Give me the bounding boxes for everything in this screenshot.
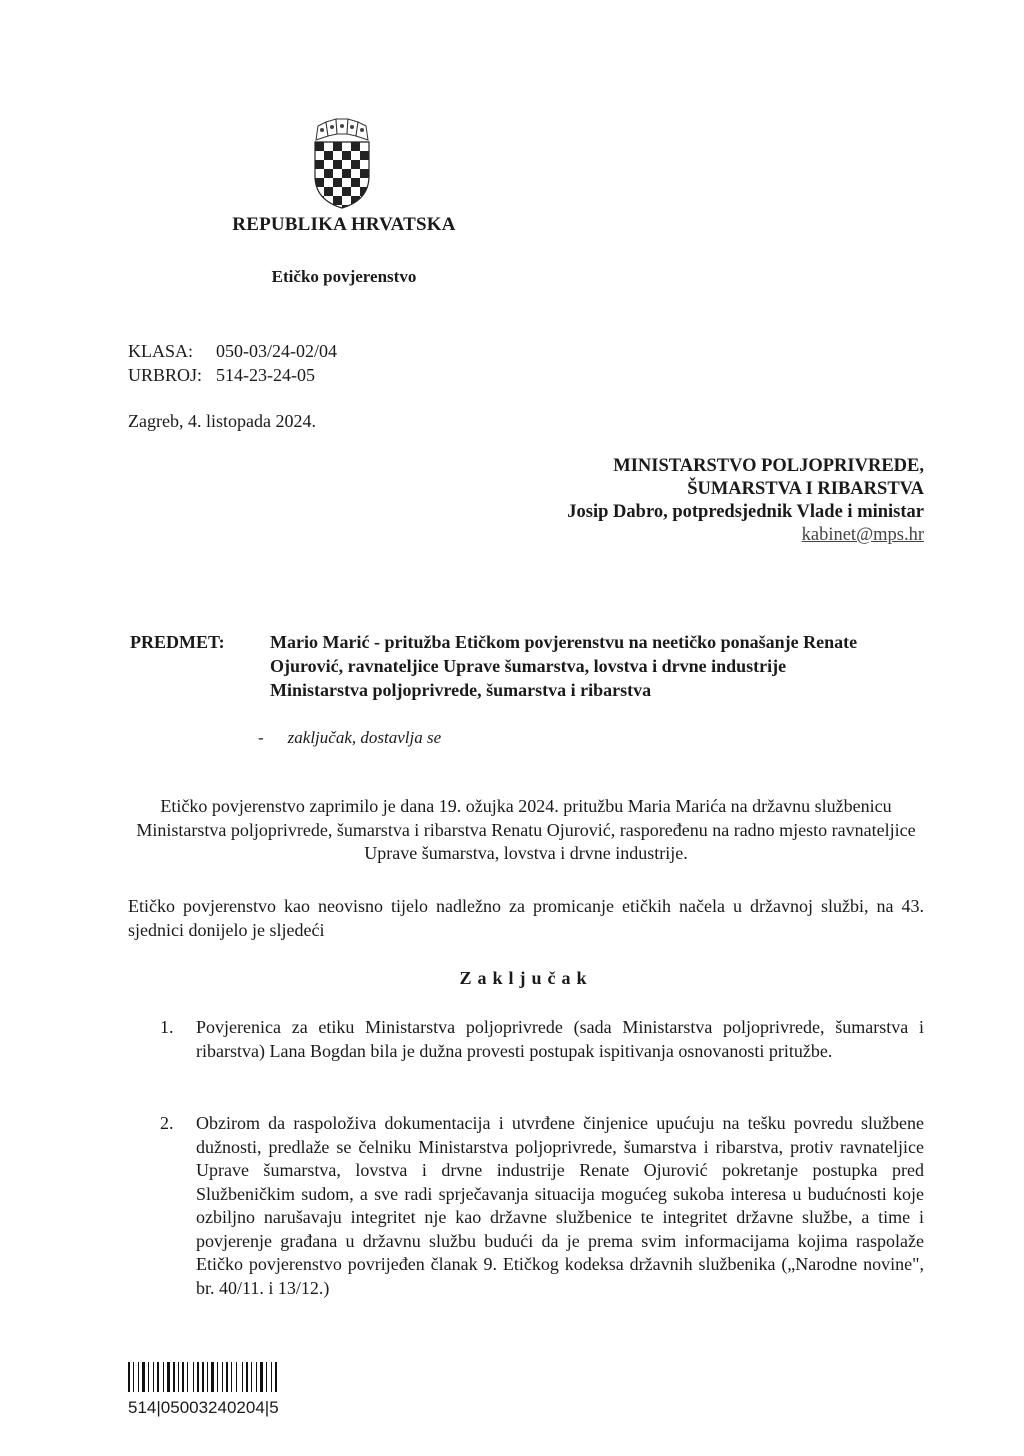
klasa-row [128,341,337,362]
subject-subline [258,728,441,748]
recipient-email-link[interactable]: kabinet@mps.hr [801,525,924,545]
coat-of-arms-icon [312,118,372,210]
item-number: 2. [160,1113,174,1133]
paragraph-2: Etičko povjerenstvo kao neovisno tijelo nadležno za promicanje etičkih načela u državnoj službi, na 43. sjednici donijelo je sljedeći [128,896,924,940]
recipient-line-3: Josip Dabro, potpredsjednik Vlade i ministar [567,502,924,522]
recipient-line-2: ŠUMARSTVA I RIBARSTVA [687,479,924,499]
recipient-block [567,455,924,547]
subject-sub-text: zaključak, dostavlja se [287,728,442,747]
conclusion-heading: Zaključak [459,968,593,988]
barcode-number: 514|05003240204|5 [128,1398,279,1417]
subject-label: PREDMET: [130,632,225,652]
subject-line-1: Mario Marić - pritužba Etičkom povjerenstvu na neetičko ponašanje Renate [270,632,858,652]
item-text: Povjerenica za etiku Ministarstva poljoprivrede (sada Ministarstva poljoprivrede, šumarstva i ribarstva) Lana Bogdan bila je dužna provesti postupak ispitivanja osnovanosti pritužbe. [196,1017,924,1061]
subject-line-2: Ojurović, ravnateljice Uprave šumarstva, lovstva i drvne industrije [270,656,787,676]
urbroj-value: 514-23-24-05 [216,365,315,385]
recipient-line-1: MINISTARSTVO POLJOPRIVREDE, [613,456,924,476]
urbroj-row [128,365,315,386]
paragraph-1: Etičko povjerenstvo zaprimilo je dana 19. ožujka 2024. pritužbu Maria Marića na državnu službenicu Ministarstva poljoprivrede, šumarstva i ribarstva Renatu Ojurović, raspoređenu na radno mjesto ravnateljice Uprave šumarstva, lovstva i drvne industrije. [136,796,916,863]
barcode-icon [128,1362,304,1392]
klasa-label: KLASA: [128,341,194,361]
subject-block [130,630,900,702]
conclusion-item [160,1016,924,1063]
item-number: 1. [160,1017,174,1037]
document-date: Zagreb, 4. listopada 2024. [128,411,316,431]
conclusion-item [160,1112,924,1300]
urbroj-label: URBROJ: [128,365,203,385]
item-text: Obzirom da raspoloživa dokumentacija i utvrđene činjenice upućuju na tešku povredu službene dužnosti, predlaže se čelniku Ministarstva poljoprivrede, šumarstva i ribarstva, protiv ravnateljice Uprave šumarstva, lovstva i drvne industrije Renate Ojurović pokretanje postupka pred Službeničkim sudom, a sve radi sprječavanja situacija mogućeg sukoba interesa u budućnosti koje ozbiljno narušavaju integritet nje kao državne službenice te integritet državne službe, a time i povjerenje građana u državnu službu budući da je prema svim informacijama kojima raspolaže Etičko povjerenstvo povrijeđen članak 9. Etičkog kodeksa državnih službenika („Narodne novine", br. 40/11. i 13/12.) [196,1113,924,1298]
country-name: REPUBLIKA HRVATSKA [232,214,456,235]
klasa-value: 050-03/24-02/04 [216,341,337,361]
subject-line-3: Ministarstva poljoprivrede, šumarstva i ribarstva [270,680,652,700]
subject-dash: - [258,728,264,747]
issuing-body: Etičko povjerenstvo [271,267,417,286]
